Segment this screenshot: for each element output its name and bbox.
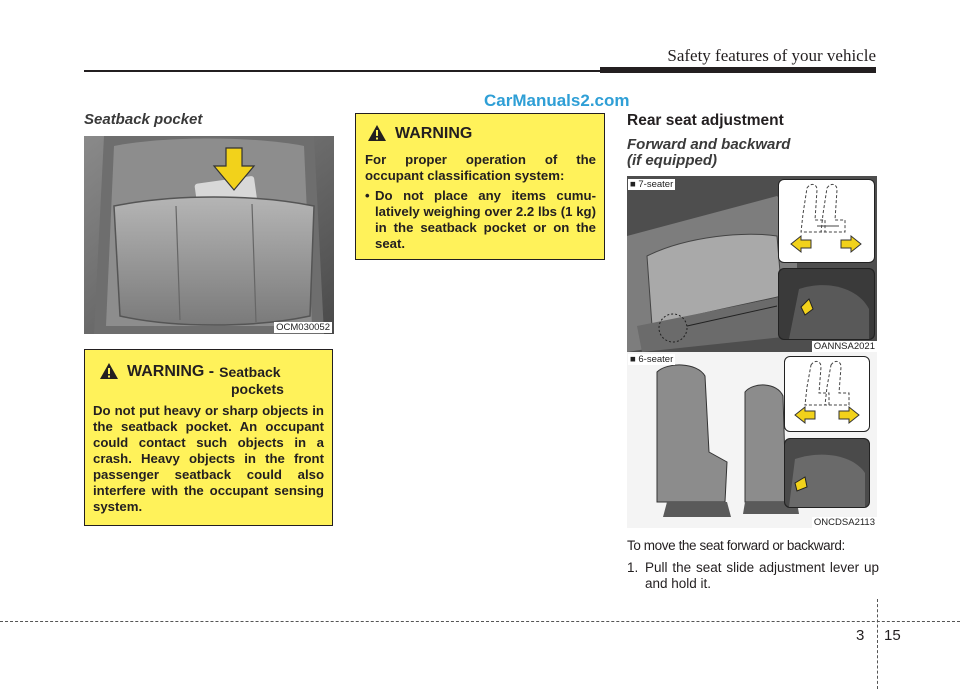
rear-seat-adjustment-heading: Rear seat adjustment [627, 112, 784, 129]
photo2-caption: ONCDSA2113 [813, 517, 875, 528]
footer-divider [877, 599, 878, 689]
seatback-pocket-photo [84, 136, 334, 334]
warning-bullet-text: Do not place any items cumu-latively weighing over 2.2 lbs (1 kg) in the seatback pocket or on the seat. [375, 188, 596, 251]
seatback-illustration [84, 136, 334, 334]
chapter-number: 3 [856, 627, 865, 644]
arrow-left-icon [791, 236, 811, 252]
photo1-label: ■ 7-seater [630, 179, 674, 190]
warning-title: WARNING - [127, 363, 215, 380]
warning-body: Do not put heavy or sharp objects in the seatback pocket. An occupant could contact such objects in a crash. Heavy objects in the front passenger seatback could also interfere with the occupant sensing system. [93, 403, 324, 514]
seven-seater-photo [627, 176, 877, 352]
step-number: 1. [627, 560, 639, 575]
arrow-left-icon [795, 407, 815, 423]
instruction-intro: To move the seat forward or backward: [627, 538, 845, 553]
forward-backward-subheading [627, 137, 790, 169]
subheading-line1: Forward and backward [627, 136, 791, 153]
seatback-warning-box [84, 349, 333, 526]
warning-title: WARNING [395, 125, 473, 142]
page-number: 15 [884, 627, 901, 644]
step-text: Pull the seat slide adjustment lever up and hold it. [645, 560, 879, 591]
warning-intro: For proper operation of the occupant classification system: [365, 152, 596, 183]
footer-rule [0, 621, 960, 622]
seatback-pocket-heading: Seatback pocket [84, 111, 203, 128]
warning-triangle-icon [99, 362, 121, 382]
arrow-right-icon [839, 407, 859, 423]
warning-header [367, 124, 596, 144]
lever-closeup-inset [784, 438, 870, 508]
six-seater-photo [627, 352, 877, 528]
warning-header [99, 362, 324, 382]
seat-diagram-inset [778, 179, 875, 263]
subheading-line2: (if equipped) [627, 152, 717, 169]
watermark[interactable]: CarManuals2.com [484, 91, 630, 110]
arrow-right-icon [841, 236, 861, 252]
header-rule-accent [600, 67, 876, 73]
warning-title-sub2: pockets [231, 381, 284, 397]
instruction-step-1 [627, 560, 879, 592]
section-title: Safety features of your vehicle [667, 46, 876, 65]
seat-diagram-inset [784, 356, 870, 432]
classification-warning-box [355, 113, 605, 260]
lever-closeup-inset [778, 268, 875, 340]
photo2-label: ■ 6-seater [630, 354, 674, 365]
warning-title-sub1: Seatback [219, 364, 281, 380]
photo-caption: OCM030052 [276, 322, 330, 333]
warning-bullet [365, 188, 596, 252]
warning-triangle-icon [367, 124, 389, 144]
bullet-icon: • [365, 188, 370, 203]
photo1-caption: OANNSA2021 [813, 341, 875, 352]
